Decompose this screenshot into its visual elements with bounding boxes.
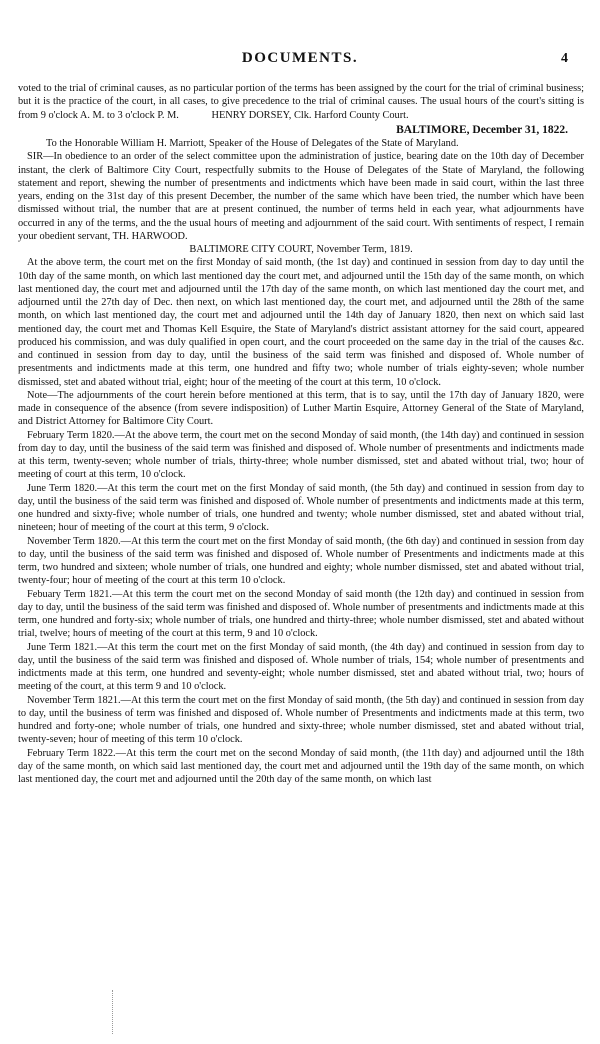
paragraph-february-1820: February Term 1820.—At the above term, the court met on the second Monday of said month, (the 14th day) and continued in session from day to day, until the business of the said term was finished and disposed of. Whole number of presentments and indictments made at this term, twenty-seven; whole number of trials, thirty-three; whole number dismissed, stet and abated without trial, two; hour of meeting of court at this term, 10 o'clock. xyxy=(18,429,584,481)
paragraph-sir: SIR—In obedience to an order of the select committee upon the administration of justice, bearing date on the 10th day of December instant, the clerk of Baltimore City Court, respectfully submits to the House of Delegates of the State of Maryland, the following statement and report, shewing the number of presentments and indictments which have been made in said court, within the last three years, ending on the 31st day of this present December, the number of the same which have been tried, the number which have been dismissed without trial, the number that are at present continued, the number of terms held in each year, what adjournments have occurred in any of the terms, and the the usual hours of meeting and adjournment of the said court. With sentiments of respect, I remain your obedient servant, TH. HARWOOD. xyxy=(18,151,584,242)
address-line: To the Honorable William H. Marriott, Speaker of the House of Delegates of the State of Maryland. xyxy=(46,138,459,149)
paragraph-november-1820: November Term 1820.—At this term the court met on the first Monday of said month, (the 6th day) and continued in session from day to day, until the business of the said term was finished and disposed of. Whole number of Presentments and indictments made at this term, two hundred and sixteen; whole number of trials, one hundred and eighty; whole number dismissed, stet and abated without trial, twenty-four; hour of meeting of the court at this term 10 o'clock. xyxy=(18,535,584,587)
court-heading: BALTIMORE CITY COURT, November Term, 1819. xyxy=(189,244,413,255)
paragraph-note: Note—The adjournments of the court herein before mentioned at this term, that is to say, until the 17th day of January 1820, were made in consequence of the absence (from severe indisposition) of Luther Martin Esquire, Attorney General of the State of Maryland, and District Attorney for Baltimore City Court. xyxy=(18,389,584,428)
page-number: 4 xyxy=(561,51,568,66)
dateline: BALTIMORE, December 31, 1822. xyxy=(396,123,568,136)
body-text xyxy=(18,82,584,786)
paragraph-november-1819: At the above term, the court met on the first Monday of said month, (the 1st day) and continued in session from day to day until the 10th day of the same month, on which last mentioned day the court met, and adjourned until the 15th day of the same month, on which last mentioned day, the court met and adjourned until the 17th day of the same month, on which last mentioned day the court met, and adjourned until the 27th day of Dec. then next, on which last mentioned day, the court met, and adjourned until the 28th of the same month, on which last mentioned day, the court met and adjourned until the 14th day of January 1820, then next on which said last mentioned day, the court met and Thomas Kell Esquire, the State of Maryland's district assistant attorney for the said court, appeared produced his commission, and was duly qualified in open court, and the court proceeded on the same day in the trial of the causes &c. and continued in session from day to day, until the business of the said term was finished and disposed of. Whole number of presentments and indictments made at this term, one hundred and fifty two; whole number of trials eighty-seven; whole number dismissed, stet and abated without trial, eight; hour of the meeting of the court at this term, 10 o'clock. xyxy=(18,257,584,388)
paragraph-february-1822: February Term 1822.—At this term the court met on the second Monday of said month, (the 11th day) and adjourned until the 18th day of the same month, on which said last mentioned day, the court met and adjourned until the 19th day of the same month, on which last mentioned day, the court met and adjourned until the 20th day of the same month, on which last xyxy=(18,747,584,785)
paragraph-february-1821: Febuary Term 1821.—At this term the court met on the second Monday of said month (the 12th day) and continued in session from day to day, until the business of the said term was finished and disposed of. Whole number of presentments and indictments made at this term, one hundred and forty-six; whole number of trials, one hundred and thirty-three; whole number dismissed, stet and abated without trial, twelve; hours of meeting of the court at this term, 9 and 10 o'clock. xyxy=(18,588,584,640)
paragraph-continuation xyxy=(18,82,584,122)
paragraph-text: voted to the trial of criminal causes, as no particular portion of the terms has been assigned by the court for the trial of criminal business; but it is the practice of the court, in all cases, to give precedence to the trial of criminal causes. The usual hours of the court's sitting is from 9 o'clock A. M. to 3 o'clock P. M. xyxy=(18,83,584,121)
paragraph-november-1821: November Term 1821.—At this term the court met on the first Monday of said month, (the 5th day) and continued in session from day to day, until the business of term was finished and disposed of. Whole number of Presentments and indictments made at this term, two hundred and forty-one; whole number of trials, one hundred and sixty-three; whole number dismissed, stet and abated without trial, twenty-seven; hour of meeting of this term 10 o'clock. xyxy=(18,694,584,746)
paragraph-june-1821: June Term 1821.—At this term the court met on the first Monday of said month, (the 4th day) and continued in session from day to day, until the business of the said term was finished and disposed of. Whole number of trials, 154; whole number of presentments and indictments made at this term, one hundred and seventy-eight; whole number dismissed, stet and abated without trial, two; hours of meeting of the court, at this term 9 and 10 o'clock. xyxy=(18,641,584,693)
signature-dorsey: HENRY DORSEY, Clk. Harford County Court. xyxy=(211,109,409,121)
paragraph-june-1820: June Term 1820.—At this term the court met on the first Monday of said month, (the 5th day) and continued in session from day to day, until the business of the said term was finished and disposed of. Whole number of presentments and indictments made at this term, one hundred and sixty-five; whole number of trials, one hundred and twenty; whole number dismissed, stet and abated without trial, nineteen; hour of meeting of the court at this term, 9 o'clock. xyxy=(18,482,584,534)
running-title: DOCUMENTS. xyxy=(241,50,359,66)
margin-mark xyxy=(112,990,115,1034)
page-header xyxy=(0,50,600,74)
